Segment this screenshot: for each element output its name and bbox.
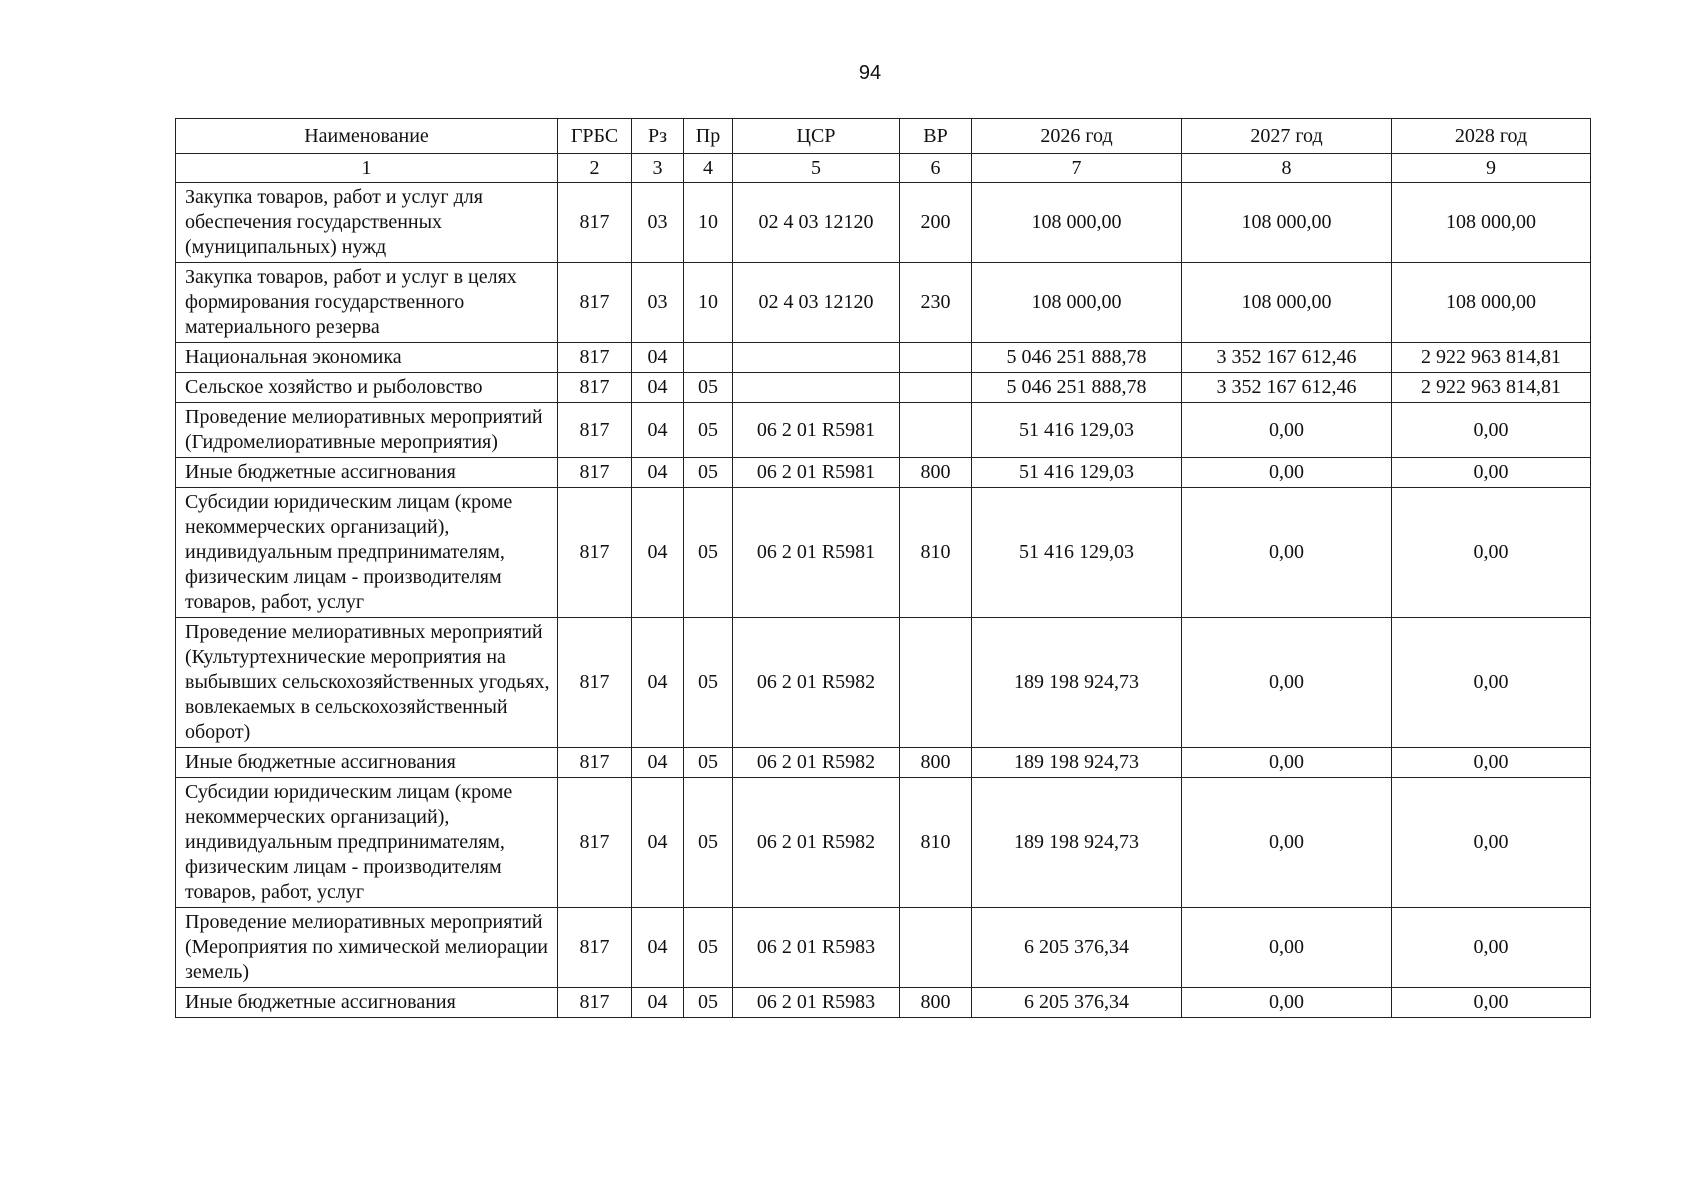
row-pr: 05 bbox=[684, 618, 733, 748]
row-grbs: 817 bbox=[558, 343, 632, 373]
row-grbs: 817 bbox=[558, 373, 632, 403]
row-vr bbox=[900, 618, 972, 748]
row-amount-2026: 6 205 376,34 bbox=[972, 908, 1182, 988]
row-amount-2026: 189 198 924,73 bbox=[972, 748, 1182, 778]
row-pr: 05 bbox=[684, 403, 733, 458]
column-number: 6 bbox=[900, 154, 972, 183]
row-amount-2028: 0,00 bbox=[1392, 618, 1591, 748]
row-grbs: 817 bbox=[558, 488, 632, 618]
row-amount-2026: 108 000,00 bbox=[972, 183, 1182, 263]
row-pr: 05 bbox=[684, 988, 733, 1018]
row-rz: 04 bbox=[632, 618, 684, 748]
row-csr: 06 2 01 R5982 bbox=[733, 748, 900, 778]
header-row bbox=[176, 119, 1591, 154]
row-name: Субсидии юридическим лицам (кроме некоммерческих организаций), индивидуальным предпринимателям, физическим лицам - производителям товаров, работ, услуг bbox=[176, 778, 558, 908]
header-2026: 2026 год bbox=[972, 119, 1182, 154]
row-amount-2028: 2 922 963 814,81 bbox=[1392, 343, 1591, 373]
row-rz: 04 bbox=[632, 778, 684, 908]
row-name: Проведение мелиоративных мероприятий (Культуртехнические мероприятия на выбывших сельскохозяйственных угодьях, вовлекаемых в сельскохозяйственный оборот) bbox=[176, 618, 558, 748]
row-name: Закупка товаров, работ и услуг для обеспечения государственных (муниципальных) нужд bbox=[176, 183, 558, 263]
column-number: 4 bbox=[684, 154, 733, 183]
header-name: Наименование bbox=[176, 119, 558, 154]
page-number: 94 bbox=[858, 62, 882, 84]
row-grbs: 817 bbox=[558, 988, 632, 1018]
row-pr: 05 bbox=[684, 458, 733, 488]
row-name: Иные бюджетные ассигнования bbox=[176, 458, 558, 488]
column-number: 1 bbox=[176, 154, 558, 183]
row-vr: 230 bbox=[900, 263, 972, 343]
row-pr: 05 bbox=[684, 748, 733, 778]
header-pr: Пр bbox=[684, 119, 733, 154]
row-rz: 03 bbox=[632, 183, 684, 263]
table-row bbox=[176, 748, 1591, 778]
row-rz: 04 bbox=[632, 373, 684, 403]
table-row bbox=[176, 183, 1591, 263]
column-number: 7 bbox=[972, 154, 1182, 183]
row-name: Закупка товаров, работ и услуг в целях формирования государственного материального резерва bbox=[176, 263, 558, 343]
column-number: 2 bbox=[558, 154, 632, 183]
row-name: Национальная экономика bbox=[176, 343, 558, 373]
row-grbs: 817 bbox=[558, 908, 632, 988]
row-amount-2028: 0,00 bbox=[1392, 778, 1591, 908]
row-amount-2027: 0,00 bbox=[1182, 618, 1392, 748]
row-amount-2027: 0,00 bbox=[1182, 988, 1392, 1018]
row-grbs: 817 bbox=[558, 778, 632, 908]
row-name: Иные бюджетные ассигнования bbox=[176, 748, 558, 778]
table-row bbox=[176, 988, 1591, 1018]
row-vr bbox=[900, 373, 972, 403]
row-amount-2026: 108 000,00 bbox=[972, 263, 1182, 343]
row-amount-2026: 51 416 129,03 bbox=[972, 403, 1182, 458]
row-pr: 05 bbox=[684, 373, 733, 403]
row-name: Сельское хозяйство и рыболовство bbox=[176, 373, 558, 403]
header-vr: ВР bbox=[900, 119, 972, 154]
row-rz: 04 bbox=[632, 988, 684, 1018]
row-csr: 06 2 01 R5983 bbox=[733, 988, 900, 1018]
row-amount-2028: 0,00 bbox=[1392, 403, 1591, 458]
row-amount-2026: 5 046 251 888,78 bbox=[972, 373, 1182, 403]
row-vr bbox=[900, 908, 972, 988]
row-amount-2028: 108 000,00 bbox=[1392, 263, 1591, 343]
row-csr: 06 2 01 R5983 bbox=[733, 908, 900, 988]
row-csr: 02 4 03 12120 bbox=[733, 263, 900, 343]
row-amount-2027: 0,00 bbox=[1182, 908, 1392, 988]
row-pr: 05 bbox=[684, 778, 733, 908]
row-vr: 800 bbox=[900, 458, 972, 488]
row-amount-2026: 51 416 129,03 bbox=[972, 488, 1182, 618]
row-amount-2028: 0,00 bbox=[1392, 748, 1591, 778]
table-row bbox=[176, 908, 1591, 988]
table-row bbox=[176, 458, 1591, 488]
row-amount-2028: 0,00 bbox=[1392, 458, 1591, 488]
row-grbs: 817 bbox=[558, 263, 632, 343]
row-amount-2026: 5 046 251 888,78 bbox=[972, 343, 1182, 373]
row-grbs: 817 bbox=[558, 618, 632, 748]
row-amount-2028: 108 000,00 bbox=[1392, 183, 1591, 263]
header-grbs: ГРБС bbox=[558, 119, 632, 154]
header-rz: Рз bbox=[632, 119, 684, 154]
row-vr: 810 bbox=[900, 778, 972, 908]
row-pr: 05 bbox=[684, 488, 733, 618]
row-name: Иные бюджетные ассигнования bbox=[176, 988, 558, 1018]
row-amount-2026: 6 205 376,34 bbox=[972, 988, 1182, 1018]
row-vr: 800 bbox=[900, 988, 972, 1018]
table-row bbox=[176, 488, 1591, 618]
row-vr: 810 bbox=[900, 488, 972, 618]
row-pr: 10 bbox=[684, 263, 733, 343]
row-amount-2028: 0,00 bbox=[1392, 988, 1591, 1018]
row-vr bbox=[900, 403, 972, 458]
row-amount-2027: 0,00 bbox=[1182, 403, 1392, 458]
table-body bbox=[176, 183, 1591, 1018]
row-rz: 04 bbox=[632, 748, 684, 778]
row-grbs: 817 bbox=[558, 748, 632, 778]
table-row bbox=[176, 373, 1591, 403]
row-csr: 06 2 01 R5982 bbox=[733, 778, 900, 908]
table-row bbox=[176, 403, 1591, 458]
row-amount-2027: 108 000,00 bbox=[1182, 183, 1392, 263]
row-amount-2027: 3 352 167 612,46 bbox=[1182, 343, 1392, 373]
row-rz: 04 bbox=[632, 403, 684, 458]
row-amount-2027: 3 352 167 612,46 bbox=[1182, 373, 1392, 403]
header-2028: 2028 год bbox=[1392, 119, 1591, 154]
row-csr: 02 4 03 12120 bbox=[733, 183, 900, 263]
row-amount-2027: 0,00 bbox=[1182, 748, 1392, 778]
row-rz: 04 bbox=[632, 488, 684, 618]
row-amount-2027: 108 000,00 bbox=[1182, 263, 1392, 343]
row-name: Проведение мелиоративных мероприятий (Гидромелиоративные мероприятия) bbox=[176, 403, 558, 458]
row-amount-2028: 0,00 bbox=[1392, 908, 1591, 988]
column-number: 9 bbox=[1392, 154, 1591, 183]
row-csr: 06 2 01 R5981 bbox=[733, 488, 900, 618]
row-csr: 06 2 01 R5981 bbox=[733, 403, 900, 458]
row-rz: 04 bbox=[632, 908, 684, 988]
row-csr: 06 2 01 R5982 bbox=[733, 618, 900, 748]
row-amount-2027: 0,00 bbox=[1182, 488, 1392, 618]
row-amount-2028: 2 922 963 814,81 bbox=[1392, 373, 1591, 403]
row-amount-2026: 51 416 129,03 bbox=[972, 458, 1182, 488]
budget-table bbox=[175, 118, 1591, 1018]
row-grbs: 817 bbox=[558, 183, 632, 263]
column-number-row bbox=[176, 154, 1591, 183]
row-rz: 04 bbox=[632, 458, 684, 488]
row-csr: 06 2 01 R5981 bbox=[733, 458, 900, 488]
table-row bbox=[176, 263, 1591, 343]
column-number: 3 bbox=[632, 154, 684, 183]
row-amount-2028: 0,00 bbox=[1392, 488, 1591, 618]
row-name: Проведение мелиоративных мероприятий (Мероприятия по химической мелиорации земель) bbox=[176, 908, 558, 988]
column-number: 5 bbox=[733, 154, 900, 183]
row-grbs: 817 bbox=[558, 458, 632, 488]
header-csr: ЦСР bbox=[733, 119, 900, 154]
row-vr: 800 bbox=[900, 748, 972, 778]
column-number: 8 bbox=[1182, 154, 1392, 183]
row-pr: 05 bbox=[684, 908, 733, 988]
row-rz: 03 bbox=[632, 263, 684, 343]
table-row bbox=[176, 778, 1591, 908]
row-name: Субсидии юридическим лицам (кроме некоммерческих организаций), индивидуальным предпринимателям, физическим лицам - производителям товаров, работ, услуг bbox=[176, 488, 558, 618]
header-2027: 2027 год bbox=[1182, 119, 1392, 154]
row-amount-2026: 189 198 924,73 bbox=[972, 778, 1182, 908]
row-pr bbox=[684, 343, 733, 373]
row-amount-2027: 0,00 bbox=[1182, 458, 1392, 488]
row-rz: 04 bbox=[632, 343, 684, 373]
row-csr bbox=[733, 343, 900, 373]
row-vr bbox=[900, 343, 972, 373]
row-amount-2026: 189 198 924,73 bbox=[972, 618, 1182, 748]
row-grbs: 817 bbox=[558, 403, 632, 458]
row-vr: 200 bbox=[900, 183, 972, 263]
row-amount-2027: 0,00 bbox=[1182, 778, 1392, 908]
row-csr bbox=[733, 373, 900, 403]
table-row bbox=[176, 618, 1591, 748]
table-row bbox=[176, 343, 1591, 373]
row-pr: 10 bbox=[684, 183, 733, 263]
